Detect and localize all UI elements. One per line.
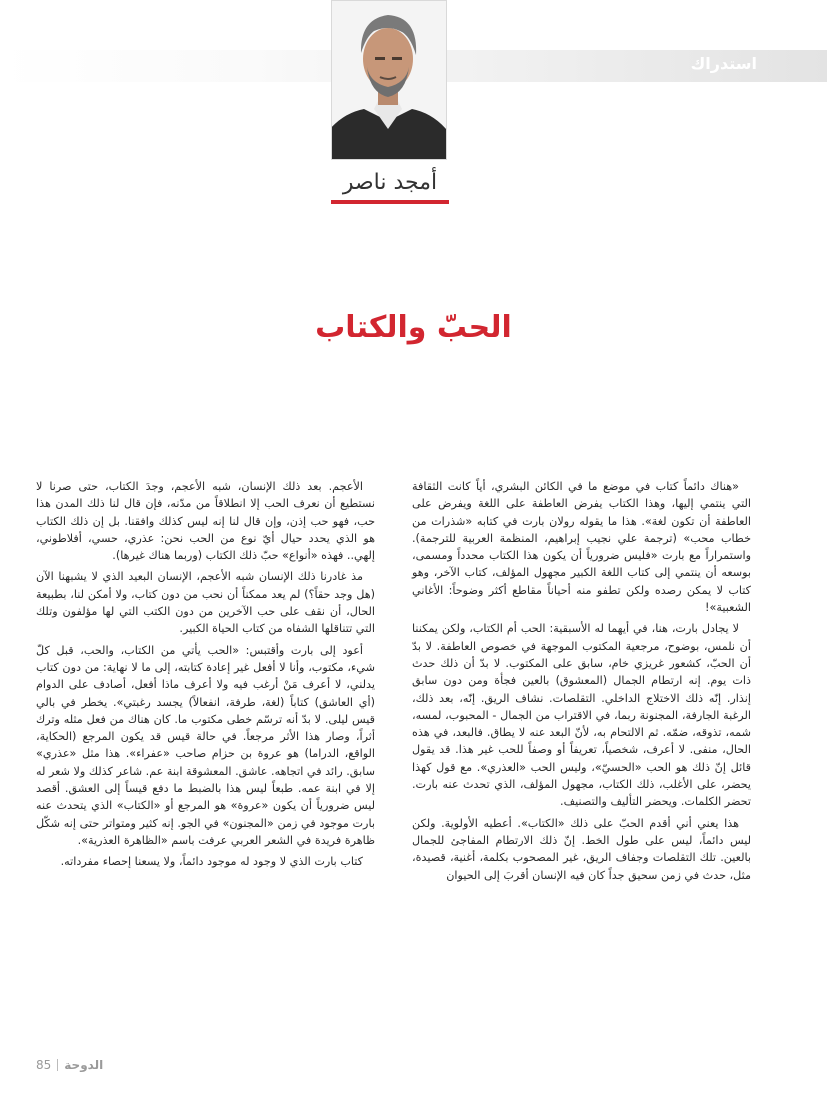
paragraph: مذ غادرنا ذلك الإنسان شبه الأعجم، الإنسان البعيد الذي لا يشبهنا الآن (هل وجد حقاً؟) لم يعد ممكناً أن نحب من دون كتاب، ولا أمكن لنا، بطبيعة الحال، أن نقف على حب الآخرين من دون الكتب التي لها مؤلفون وتلك التي تتناقلها الشفاه من كتاب الحياة الكبير. bbox=[36, 570, 375, 636]
paragraph: أعود إلى بارت وأقتبس: «الحب يأتي من الكتاب، والحب، قبل كلّ شيء، مكتوب، وأنا لا أفعل غير إعادة كتابته، إلى ما لا نهاية: من دون كتاب يدلني، لا أعرف مَنْ أرغب فيه ولا أعرف ماذا أفعل، أصادف على الدوام (أي العاشق) كتاباً (لغة، طرفة، انفعالاً) يجسد رغبتي». يخطر في بالي قيس ليلى. لا بدّ أنه ترسّم خطى مكتوب ما. كان هناك من فعل مثله وترك أثراً، وصار هذا الأثر مرجعاً. في حالة قيس قد يكون المرجع (الحكاية، الواقع، الدراما) هو عروة بن حزام صاحب «عفراء». هذا مثل «عذري» سابق. رائد في اتجاهه. عاشق. المعشوقة ابنة عم. شاعر كذلك ولا شعر له إلا في ابنة عمه. طبعاً ليس هذا بالضبط ما دفع قيساً إلى العشق. أقصد ليس ضرورياً أن يكون «عروة» هو المرجع أو «الكتاب» الذي يتحدث عنه بارت موجود في زمن «المجنون» في الجو. إنه كثير ومتواتر حتى إنه شكّل ظاهرة فريدة في الشعر العربي عرفت باسم «الظاهرة العذرية». bbox=[36, 643, 375, 847]
paragraph: «هناك دائماً كتاب في موضع ما في الكائن البشري، أياً كانت الثقافة التي ينتمي إليها، وهذا الكتاب يفرض العاطفة على اللغة ويفرض على العاطفة أن تكون لغة». هذا ما يقوله رولان بارت في كتابه «شذرات من خطاب محب» (ترجمة علي نجيب إبراهيم، المنظمة العربية للترجمة). واستمراراً مع بارت «فليس ضرورياً أن يكون هذا الكتاب محدداً ومسمى، بوسعه أن ينتمي إلى كتاب اللغة الكبير مجهول المؤلف، كتاب الآخر، وهو كتاب لا يمكن رصده ولكن تطفو منه أحياناً مقاطع أكثر وضوحاً: الأغاني الشعبية»! bbox=[412, 480, 751, 615]
article-column-right bbox=[412, 478, 751, 888]
paragraph: كتاب بارت الذي لا وجود له موجود دائماً، ولا يسعنا إحصاء مفرداته. bbox=[60, 855, 363, 869]
page-number: 85 bbox=[36, 1058, 52, 1072]
footer-divider bbox=[57, 1059, 58, 1071]
section-tag: استدراك bbox=[690, 54, 757, 73]
article-title: الحبّ والكتاب bbox=[315, 310, 512, 345]
author-name-underline bbox=[331, 200, 449, 204]
author-portrait-image bbox=[331, 1, 446, 160]
paragraph: الأعجم. بعد ذلك الإنسان، شبه الأعجم، وجدَ الكتاب، حتى صرنا لا نستطيع أن نعرف الحب إلا انطلاقاً من مدّنه، فإن قال لنا ذلك المدن هذا حب، فهو حب إذن، وإن قال لنا إنه ليس كذلك وافقنا. بل إن ذلك الكتاب هو الذي يحدد حيال أيّ نوع من الحب نحن: عذري، حسي، أفلاطوني، إلهي.. فهذه «أنواع» حبّ ذلك الكتاب (وربما هناك غيرها). bbox=[36, 480, 375, 563]
article-column-left bbox=[36, 478, 375, 875]
author-photo bbox=[331, 0, 447, 160]
page-footer bbox=[36, 1058, 103, 1072]
author-name: أمجد ناصر bbox=[342, 170, 438, 195]
magazine-name: الدوحة bbox=[64, 1058, 104, 1072]
paragraph: لا يجادل بارت، هنا، في أيهما له الأسبقية: الحب أم الكتاب، ولكن يمكننا أن نلمس، بوضوح، مرجعية المكتوب الموجهة في خصوص العاطفة. لا بدّ أن الحبّ، كشعور غريزي خام، سابق على المكتوب. لا بدّ أن ذلك حدث ذات يوم. إنه ارتطام الجمال (المعشوق) بالعين فجأة ومن دون سابق إنذار. إنّه ذلك الاختلاج الداخلي. التقلصات. نشاف الريق. إنّه، بعد ذلك، الرغبة الجارفة، المجنونة ربما، في الاقتراب من الجمال - المحبوب، لمسه، شمه، تذوقه، ضمّه. ثم الالتحام به، لأنّ البعد عنه لا يطاق. فالبعد، في هذه الحال، منفى. لا أعرف، شخصياً، تعريفاً أو وصفاً للحب غير هذا. قد يقول قائل إنّ ذلك هو الحب «الحسيّ»، وليس الحب «العذري». مع قول كهذا يحضر، على الأغلب، ذلك الكتاب، مجهول المؤلف، الذي تحدث عنه بارت. تحضر الكلمات. ويحضر التأليف والتصنيف. bbox=[412, 622, 751, 809]
paragraph: هذا يعني أني أقدم الحبّ على ذلك «الكتاب». أعطيه الأولوية. ولكن ليس دائماً، ليس على طول الخط. إنّ ذلك الارتطام المفاجئ للجمال بالعين. تلك التقلصات وجفاف الريق، غير المصحوب بكلمة، أغنية، قصيدة، مثل، حدث في زمن سحيق جداً كان فيه الإنسان أقربَ إلى الحيوان bbox=[412, 816, 751, 882]
